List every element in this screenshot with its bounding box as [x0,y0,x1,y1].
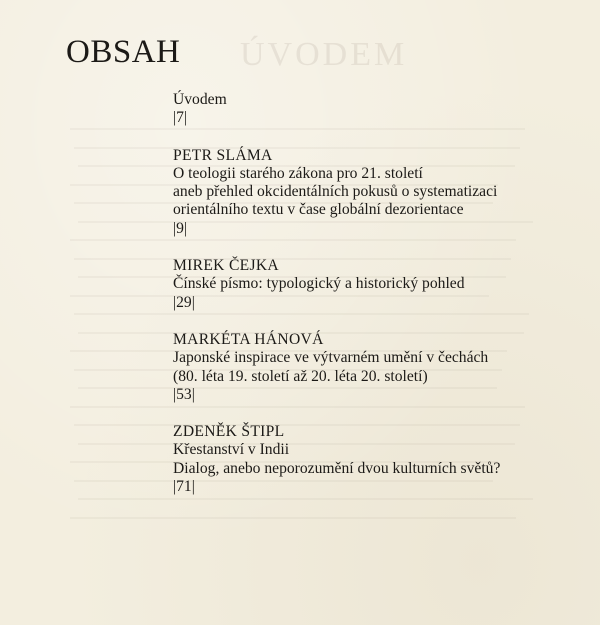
entry-author: MARKÉTA HÁNOVÁ [173,330,324,348]
entry-title-line: Dialog, anebo neporozumění dvou kulturních světů? [173,459,501,477]
show-through-line [70,517,516,519]
entry-author: ZDENĚK ŠTIPL [173,423,285,441]
entry-title-line: Úvodem [173,91,227,108]
toc-entry-slama [173,147,583,238]
entry-page-number: |7| [173,109,188,127]
entry-page-number: |29| [173,293,195,311]
entry-page-number: |53| [173,385,195,403]
page-title: OBSAH [66,34,181,70]
entry-title-line: orientálního textu v čase globální dezorientace [173,201,464,219]
entry-title-line: Čínské písmo: typologický a historický pohled [173,275,465,293]
entry-page-number: |71| [173,478,195,496]
show-through-heading: ÚVODEM [240,36,408,73]
entry-author: MIREK ČEJKA [173,257,279,275]
entry-title-line: O teologii starého zákona pro 21. století [173,164,423,182]
table-of-contents [173,91,583,515]
entry-title-line: aneb přehled okcidentálních pokusů o systematizaci [173,183,498,201]
toc-entry-uvodem [173,91,583,128]
entry-author: PETR SLÁMA [173,146,273,164]
toc-entry-cejka [173,257,583,312]
toc-entry-stipl [173,423,583,496]
entry-page-number: |9| [173,219,188,237]
entry-title-line: Japonské inspirace ve výtvarném umění v čechách [173,349,489,367]
entry-title-line: Křestanství v Indii [173,441,290,459]
entry-title-line: (80. léta 19. století až 20. léta 20. století) [173,367,428,385]
toc-entry-hanova [173,331,583,404]
